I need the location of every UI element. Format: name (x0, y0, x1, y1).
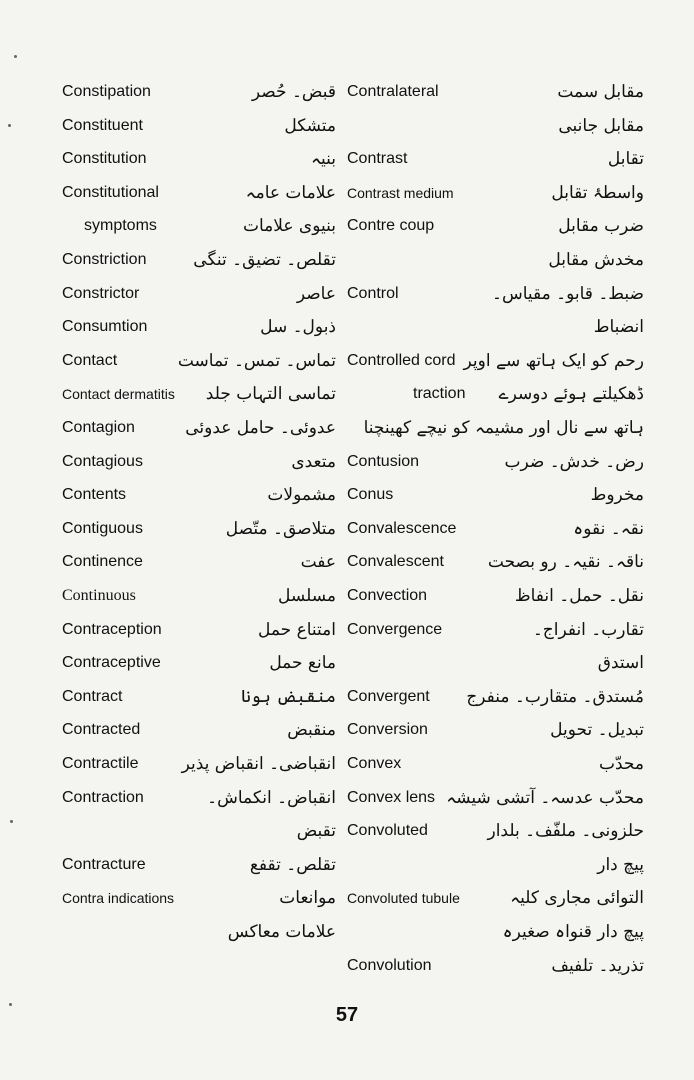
urdu-meaning-left: علامات معاکس (227, 922, 336, 942)
english-term-left: Contagion (62, 419, 135, 436)
urdu-meaning-left: انقباض۔ انکماش۔ (207, 787, 336, 808)
urdu-meaning-left: مشمولات (267, 485, 336, 506)
urdu-meaning-right: رض۔ خدش۔ ضرب (504, 451, 644, 472)
english-term-left: Consumtion (62, 318, 148, 336)
urdu-meaning-right: التوائی مجاری کلیہ (510, 888, 644, 909)
english-term-right: Contralateral (347, 83, 439, 100)
urdu-meaning-left: امتناع حمل (257, 619, 336, 640)
urdu-meaning-right: ہاتھ سے نال اور مشیمہ کو نیچے کھینچنا (363, 418, 644, 438)
english-term-left: Constipation (62, 83, 151, 100)
urdu-meaning-left: متعدی (291, 451, 336, 472)
english-term-left: Constitutional (62, 183, 159, 201)
scan-speck (10, 820, 13, 823)
english-term-right: traction (413, 385, 466, 403)
urdu-meaning-right: ڈھکیلتے ہوئے دوسرے (498, 384, 644, 405)
urdu-meaning-right: مقابل سمت (557, 82, 644, 102)
english-term-left: Contiguous (62, 519, 143, 537)
english-term-left: Contra indications (62, 890, 175, 907)
entry-row (0, 345, 694, 377)
english-term-left: symptoms (84, 217, 157, 235)
entry-row (0, 311, 694, 343)
urdu-meaning-right: رحم کو ایک ہاتھ سے اوپر (463, 350, 644, 371)
entry-row (0, 210, 694, 242)
entry-row (0, 782, 694, 814)
english-term-right: Convection (347, 587, 428, 604)
urdu-meaning-right: مُستدق۔ متقارب۔ منفرج (466, 686, 644, 707)
urdu-meaning-left: منقبض ہونا (240, 686, 336, 707)
urdu-meaning-left: متلاصق۔ متّصل (225, 518, 336, 539)
scan-speck (9, 1003, 12, 1006)
urdu-meaning-right: محدّب عدسہ۔ آتشی شیشہ (446, 787, 644, 808)
urdu-meaning-right: محدّب (598, 754, 644, 774)
entry-row (0, 378, 694, 410)
english-term-left: Contact (62, 351, 118, 369)
entry-row (0, 614, 694, 646)
urdu-meaning-left: تقلص۔ تضیق۔ تنگی (193, 250, 336, 270)
english-term-left: Continence (62, 553, 143, 571)
entry-row (0, 278, 694, 310)
urdu-meaning-left: بنیوی علامات (242, 216, 336, 237)
urdu-meaning-right: تقارب۔ انفراج۔ (532, 619, 644, 640)
entry-row (0, 815, 694, 847)
english-term-right: Contrast (347, 150, 408, 168)
urdu-meaning-left: تقلص۔ تقفع (249, 854, 336, 875)
english-term-right: Convergence (347, 620, 443, 638)
urdu-meaning-right: ناقہ۔ نقیہ۔ رو بصحت (487, 552, 644, 573)
entry-row (0, 244, 694, 276)
english-term-left: Constitution (62, 150, 147, 168)
english-term-left: Constituent (62, 116, 143, 134)
entry-row (0, 681, 694, 713)
entry-row (0, 513, 694, 545)
urdu-meaning-right: استدق (597, 653, 644, 674)
english-term-left: Continuous (62, 587, 136, 604)
urdu-meaning-right: مقابل جانبی (558, 115, 644, 136)
entry-row (0, 546, 694, 578)
urdu-meaning-right: ضرب مقابل (558, 216, 644, 237)
urdu-meaning-left: عدوئی۔ حامل عدوئی (185, 418, 336, 438)
entry-row (0, 714, 694, 746)
scan-speck (14, 55, 17, 58)
urdu-meaning-right: مخروط (590, 485, 644, 506)
english-term-right: Convalescence (347, 519, 457, 537)
urdu-meaning-left: تقبض (296, 821, 336, 842)
urdu-meaning-right: پیچ دار قنواہ صغیرہ (502, 922, 644, 942)
urdu-meaning-left: موانعات (279, 888, 336, 909)
urdu-meaning-left: ذبول۔ سل (260, 317, 336, 338)
entry-row (0, 950, 694, 982)
entry-row (0, 177, 694, 209)
urdu-meaning-left: عفت (300, 552, 336, 573)
page-number: 57 (335, 1004, 359, 1026)
urdu-meaning-right: تقابل (607, 149, 644, 170)
urdu-meaning-left: انقباضی۔ انقباض پذیر (181, 754, 336, 774)
entry-row (0, 446, 694, 478)
urdu-meaning-right: انضباط (593, 317, 644, 338)
scan-speck (8, 124, 11, 127)
urdu-meaning-right: پیچ دار (597, 854, 644, 875)
urdu-meaning-right: واسطۂ تقابل (551, 182, 644, 203)
urdu-meaning-right: حلزونی۔ ملفّف۔ بلدار (487, 821, 644, 842)
english-term-left: Contents (62, 486, 127, 504)
entry-row (0, 647, 694, 679)
english-term-right: Convalescent (347, 553, 444, 571)
urdu-meaning-left: قبض۔ حُصر (251, 82, 336, 102)
urdu-meaning-left: علامات عامہ (245, 182, 336, 203)
urdu-meaning-right: ضبط۔ قابو۔ مقیاس۔ (492, 283, 644, 304)
english-term-right: Contrast medium (347, 184, 454, 201)
english-term-right: Contusion (347, 452, 420, 470)
entry-row (0, 76, 694, 108)
english-term-right: Contre coup (347, 217, 435, 235)
english-term-left: Contractile (62, 755, 139, 772)
urdu-meaning-left: مسلسل (278, 586, 336, 606)
english-term-left: Contraceptive (62, 654, 161, 672)
english-term-right: Convolution (347, 956, 432, 974)
urdu-meaning-left: عاصر (296, 283, 336, 304)
english-term-left: Constrictor (62, 284, 140, 302)
entry-row (0, 748, 694, 780)
urdu-meaning-right: مخدش مقابل (548, 250, 644, 270)
english-term-left: Contraction (62, 788, 144, 806)
english-term-right: Convex (347, 755, 402, 772)
english-term-right: Conversion (347, 721, 428, 739)
english-term-right: Convoluted (347, 822, 428, 840)
entry-row (0, 412, 694, 444)
urdu-meaning-left: تماسی التہاب جلد (205, 384, 336, 405)
entry-row (0, 580, 694, 612)
entry-row (0, 882, 694, 914)
english-term-left: Contact dermatitis (62, 386, 175, 403)
english-term-right: Controlled cord (347, 351, 456, 369)
english-term-left: Contraception (62, 620, 162, 638)
english-term-right: Control (347, 284, 399, 302)
entry-row (0, 849, 694, 881)
urdu-meaning-right: تذرید۔ تلفیف (551, 955, 644, 976)
english-term-right: Convoluted tubule (347, 890, 460, 907)
english-term-left: Contracted (62, 721, 141, 739)
english-term-left: Contract (62, 687, 123, 705)
urdu-meaning-right: تبدیل۔ تحویل (550, 720, 644, 741)
urdu-meaning-left: منقبض (287, 720, 336, 741)
entry-row (0, 110, 694, 142)
entry-row (0, 916, 694, 948)
urdu-meaning-right: نقل۔ حمل۔ انفاظ (514, 586, 644, 606)
english-term-left: Contagious (62, 452, 143, 470)
urdu-meaning-right: نقہ۔ نقوہ (573, 518, 644, 539)
english-term-right: Convex lens (347, 788, 436, 806)
entry-row (0, 479, 694, 511)
english-term-left: Contracture (62, 855, 146, 873)
english-term-right: Conus (347, 486, 394, 504)
urdu-meaning-left: مانع حمل (269, 653, 336, 674)
english-term-left: Constriction (62, 251, 147, 268)
english-term-right: Convergent (347, 687, 430, 705)
urdu-meaning-left: متشکل (284, 115, 336, 136)
urdu-meaning-left: تماس۔ تمس۔ تماست (177, 350, 336, 371)
urdu-meaning-left: بنیہ (311, 149, 336, 170)
entry-row (0, 143, 694, 175)
